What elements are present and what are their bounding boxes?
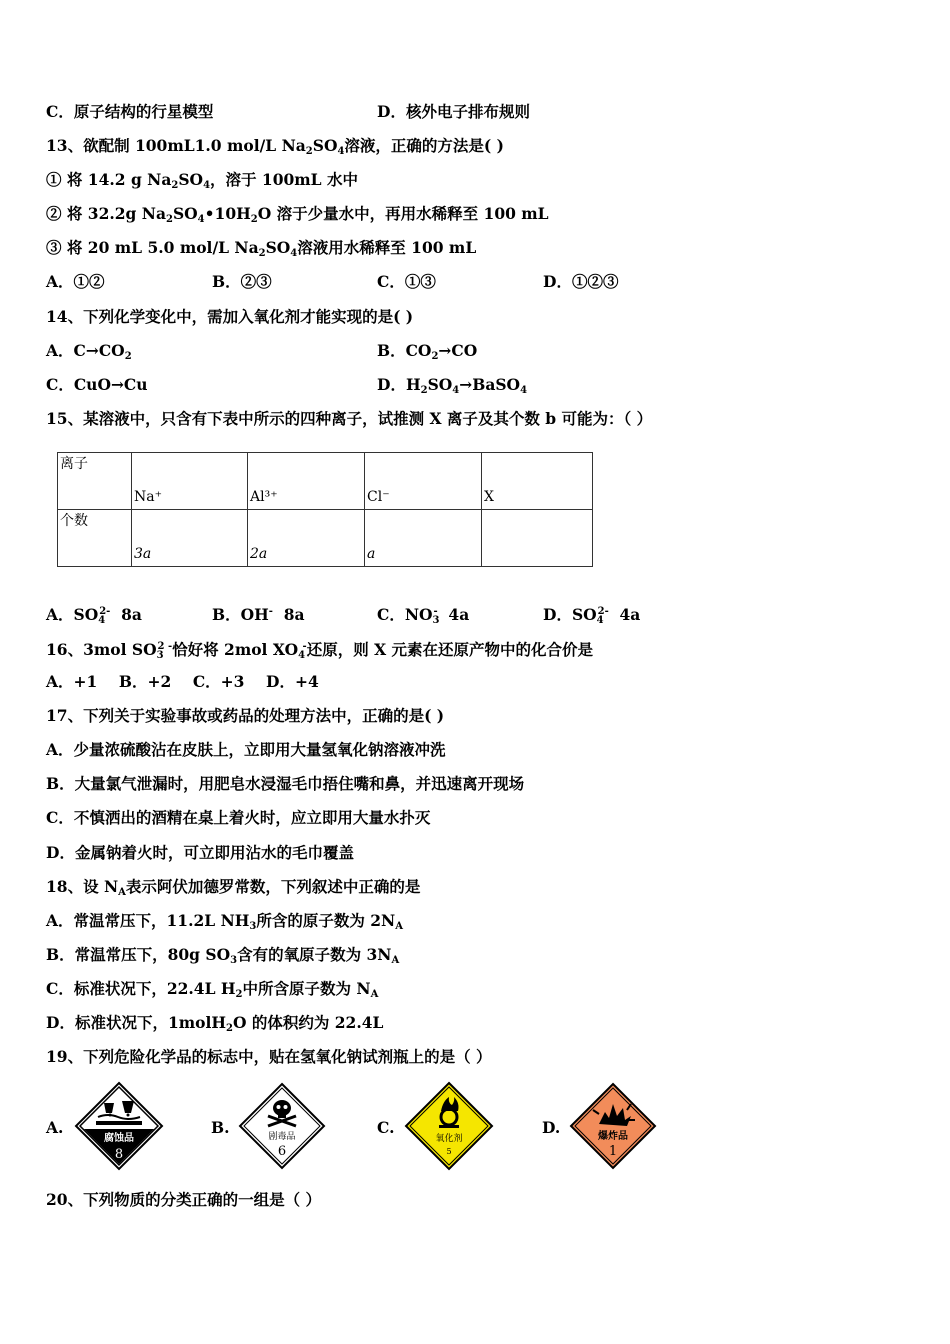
toxic-sign bbox=[238, 1082, 326, 1170]
q13-option-a: A．①② bbox=[46, 272, 105, 291]
explosive-sign bbox=[569, 1082, 657, 1170]
sign-number: 5 bbox=[446, 1147, 452, 1156]
sign-text: 氧化剂 bbox=[435, 1134, 463, 1144]
ion-cell: Cl⁻ bbox=[365, 453, 482, 510]
q13-statement-1: ① 将 14.2 g $Na_2SO_4$，溶于 100mL 水中 bbox=[46, 170, 358, 191]
q13-option-d: D．①②③ bbox=[543, 272, 619, 291]
q19-label-c: C. bbox=[377, 1118, 395, 1137]
sign-number: 1 bbox=[608, 1144, 618, 1159]
q18-option-b: B．常温常压下，80g $SO_3$含有的氧原子数为 $3N_A$ bbox=[46, 945, 400, 966]
count-row bbox=[58, 510, 593, 567]
q14-option-c: C．CuO→Cu bbox=[46, 375, 148, 394]
q14-option-a: A．$C\to CO_2$ bbox=[46, 341, 132, 362]
q19-stem: 19、下列危险化学品的标志中，贴在氢氧化钠试剂瓶上的是（ ） bbox=[46, 1047, 492, 1066]
q15-stem: 15、某溶液中，只含有下表中所示的四种离子，试推测 X 离子及其个数 b 可能为：（ ） bbox=[46, 409, 653, 428]
ion-cell: Na⁺ bbox=[132, 453, 248, 510]
q13-option-b: B．②③ bbox=[212, 272, 272, 291]
count-cell: 2a bbox=[248, 510, 365, 567]
q18-stem: 18、设 $N_A$表示阿伏加德罗常数，下列叙述中正确的是 bbox=[46, 877, 421, 898]
q17-stem: 17、下列关于实验事故或药品的处理方法中，正确的是( ) bbox=[46, 706, 445, 725]
q18-option-c: C．标准状况下，22.4L $H_2$中所含原子数为 $N_A$ bbox=[46, 979, 379, 1000]
q15-option-c: C．$NO_3^-$ 4a bbox=[377, 605, 470, 626]
q19-label-d: D. bbox=[542, 1118, 561, 1137]
q20-stem: 20、下列物质的分类正确的一组是（ ） bbox=[46, 1190, 321, 1209]
q15-option-a: A．$SO_4^{2-}$ 8a bbox=[46, 605, 142, 626]
count-cell bbox=[482, 510, 593, 567]
sign-text: 腐蚀品 bbox=[104, 1133, 134, 1144]
ion-cell: X bbox=[482, 453, 593, 510]
q16-options: A．+1 B．+2 C．+3 D．+4 bbox=[46, 672, 319, 691]
q17-option-b: B．大量氯气泄漏时，用肥皂水浸湿毛巾捂住嘴和鼻，并迅速离开现场 bbox=[46, 774, 525, 793]
q15-option-b: B．OH- 8a bbox=[212, 605, 305, 624]
q12-option-d: D．核外电子排布规则 bbox=[377, 102, 530, 121]
q13-statement-2: ② 将 32.2g $Na_2SO_4•10H_2O$ 溶于少量水中，再用水稀释至 100 mL bbox=[46, 204, 549, 225]
q16-stem: 16、3mol $SO_3^{2 -}$恰好将 2mol $XO_4$ -还原，则 X 元素在还原产物中的化合价是 bbox=[46, 640, 594, 661]
q13-stem: 13、欲配制 100mL1.0 mol/L $Na_2SO_4$溶液，正确的方法是( ) bbox=[46, 136, 504, 157]
q17-option-c: C．不慎洒出的酒精在桌上着火时，应立即用大量水扑灭 bbox=[46, 808, 431, 827]
q13-statement-3: ③ 将 20 mL 5.0 mol/L $Na_2SO_4$溶液用水稀释至 100 mL bbox=[46, 238, 477, 259]
q14-option-d: D．$H_2SO_4\to BaSO_4$ bbox=[377, 375, 528, 396]
q12-option-c: C．原子结构的行星模型 bbox=[46, 102, 214, 121]
q18-option-a: A．常温常压下，11.2L $NH_3$所含的原子数为 $2N_A$ bbox=[46, 911, 403, 932]
q19-label-a: A. bbox=[46, 1118, 64, 1137]
ion-cell: Al³⁺ bbox=[248, 453, 365, 510]
ion-row bbox=[58, 453, 593, 510]
oxidizer-sign bbox=[404, 1081, 494, 1171]
sign-number: 6 bbox=[277, 1144, 287, 1159]
q17-option-d: D．金属钠着火时，可立即用沾水的毛巾覆盖 bbox=[46, 843, 354, 862]
count-cell: 3a bbox=[132, 510, 248, 567]
q15-option-d: D．$SO_4^{2-}$ 4a bbox=[543, 605, 641, 626]
count-cell: a bbox=[365, 510, 482, 567]
q19-label-b: B. bbox=[211, 1118, 230, 1137]
row-header-ion: 离子 bbox=[58, 453, 132, 510]
row-header-count: 个数 bbox=[58, 510, 132, 567]
q17-option-a: A．少量浓硫酸沾在皮肤上，立即用大量氢氧化钠溶液冲洗 bbox=[46, 740, 446, 759]
q14-option-b: B．$CO_2\to CO$ bbox=[377, 341, 478, 362]
sign-number: 8 bbox=[114, 1147, 124, 1162]
sign-text: 剧毒品 bbox=[268, 1132, 296, 1142]
ion-table bbox=[57, 452, 593, 567]
q13-option-c: C．①③ bbox=[377, 272, 436, 291]
q18-option-d: D．标准状况下，1molH$_2$O 的体积约为 22.4L bbox=[46, 1013, 384, 1034]
q14-stem: 14、下列化学变化中，需加入氧化剂才能实现的是( ) bbox=[46, 307, 414, 326]
sign-text: 爆炸品 bbox=[598, 1131, 628, 1142]
corrosive-sign bbox=[74, 1081, 164, 1171]
